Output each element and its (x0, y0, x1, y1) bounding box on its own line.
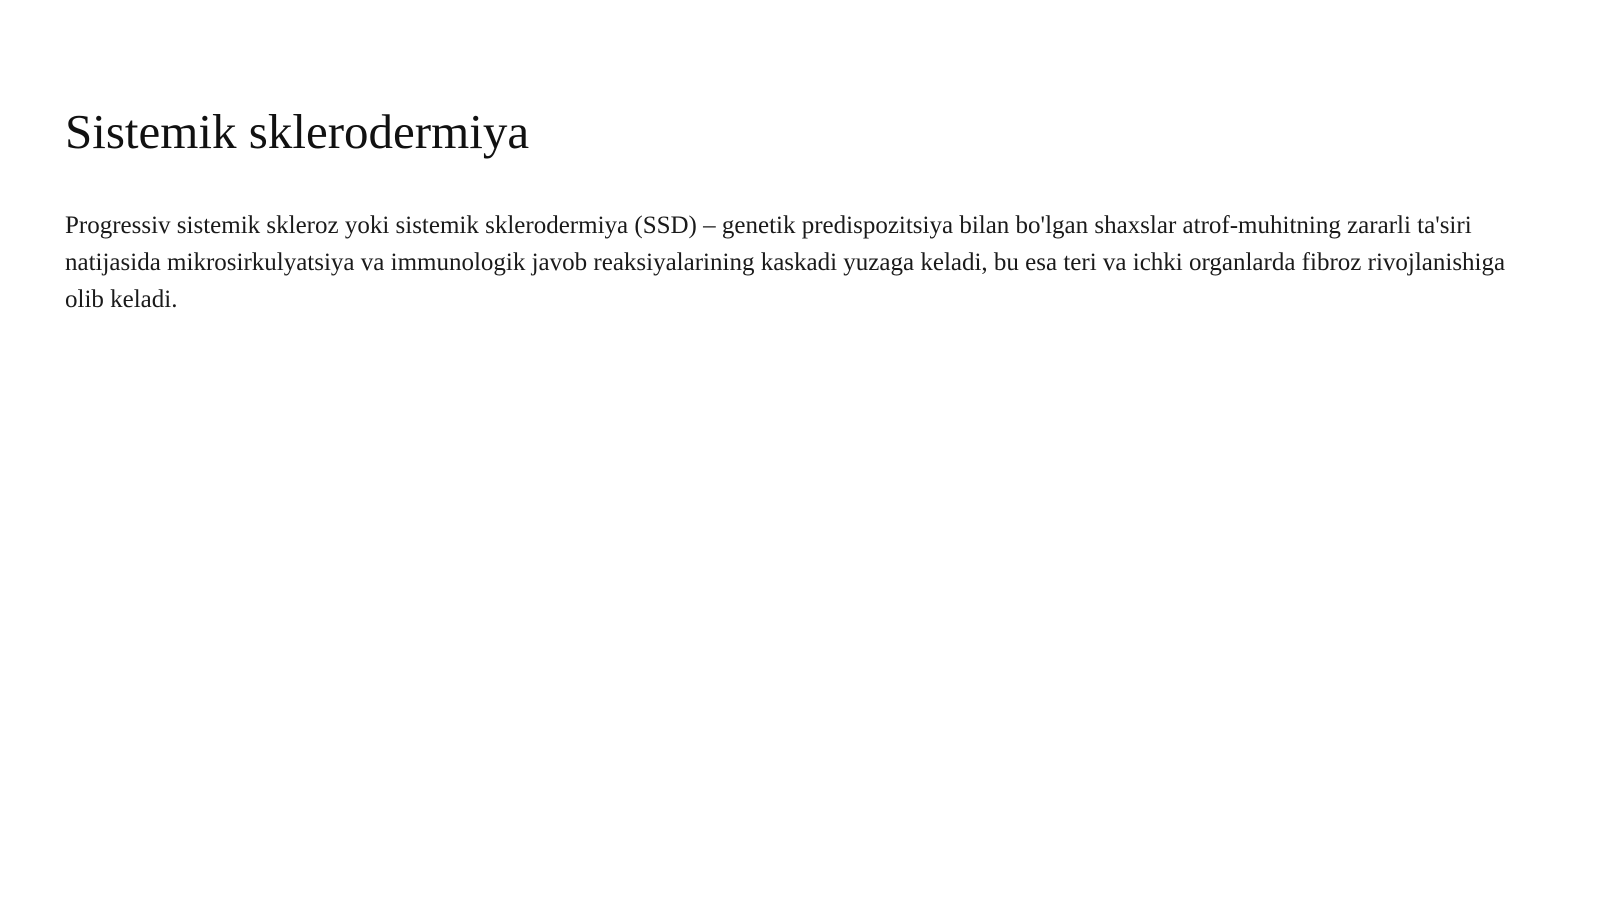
slide-body-paragraph: Progressiv sistemik skleroz yoki sistemik sklerodermiya (SSD) – genetik predispozitsiya bilan bo'lgan shaxslar atrof-muhitning zararli ta'siri natijasida mikrosirkulyatsiya va immunologik javob reaksiyalarining kaskadi yuzaga keladi, bu esa teri va ichki organlarda fibroz rivojlanishiga olib keladi. (65, 212, 1506, 313)
slide-title: Sistemik sklerodermiya (65, 104, 530, 159)
